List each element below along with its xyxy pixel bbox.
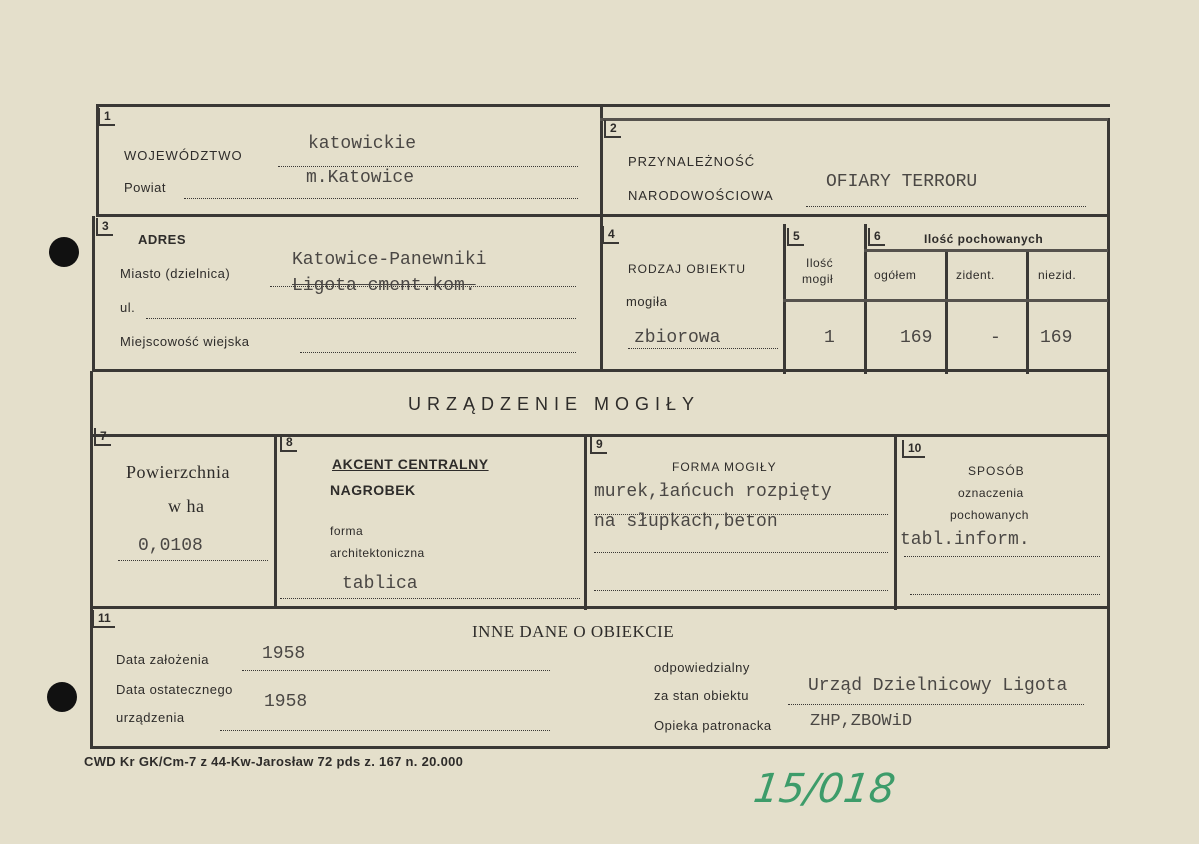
urzadzenia-label: urządzenia: [116, 710, 185, 725]
ilosc-label: Ilość: [806, 256, 834, 270]
data-ostatecznego-label: Data ostatecznego: [116, 682, 233, 697]
patronage-value: ZHP,ZBOWiD: [810, 712, 913, 731]
print-footer: CWD Kr GK/Cm-7 z 44-Kw-Jarosław 72 pds z. 167 n. 20.000: [84, 754, 464, 769]
area-value: 0,0108: [138, 536, 203, 556]
founding-date-value: 1958: [262, 644, 306, 664]
buried-identified-value: -: [990, 328, 1001, 348]
section-number-6: 6: [868, 228, 885, 246]
miejscowosc-wiejska-label: Miejscowość wiejska: [120, 334, 250, 349]
handwritten-number: 15/018: [750, 766, 898, 812]
przynaleznosc-label: PRZYNALEŻNOŚĆ: [628, 154, 756, 169]
zident-label: zident.: [956, 268, 995, 282]
miasto-value-2: Ligota cment.kom.: [292, 276, 476, 296]
pochowanych-label: pochowanych: [950, 508, 1029, 522]
urzadzenie-mogily-title: URZĄDZENIE MOGIŁY: [408, 394, 701, 414]
miasto-label: Miasto (dzielnica): [120, 266, 231, 281]
powierzchnia-label: Powierzchnia: [126, 462, 230, 482]
oznaczenia-label: oznaczenia: [958, 486, 1024, 500]
narodowosciowa-label: NARODOWOŚCIOWA: [628, 188, 774, 203]
sposob-label: SPOSÓB: [968, 464, 1025, 478]
section-number-8: 8: [280, 434, 297, 452]
powiat-label: Powiat: [124, 180, 167, 195]
marking-method-value: tabl.inform.: [900, 530, 1030, 550]
miasto-value: Katowice-Panewniki: [292, 250, 487, 270]
data-zalozenia-label: Data założenia: [116, 652, 209, 667]
forma-mogily-label: FORMA MOGIŁY: [672, 460, 777, 474]
object-type-value: zbiorowa: [634, 328, 721, 348]
opieka-patronacka-label: Opieka patronacka: [654, 718, 772, 733]
section-number-9: 9: [590, 436, 607, 454]
mogila-label: mogiła: [626, 294, 668, 309]
buried-unidentified-value: 169: [1040, 328, 1073, 348]
responsible-value: Urząd Dzielnicowy Ligota: [808, 676, 1068, 696]
section-number-5: 5: [787, 228, 804, 246]
nagrobek-label: NAGROBEK: [330, 482, 416, 498]
section-number-11: 11: [92, 610, 115, 628]
architektoniczna-label: architektoniczna: [330, 546, 425, 560]
section-number-1: 1: [98, 108, 115, 126]
section-number-4: 4: [602, 226, 619, 244]
ul-label: ul.: [120, 300, 136, 315]
mogil-label: mogił: [802, 272, 834, 286]
section-number-7: 7: [94, 428, 111, 446]
nationality-value: OFIARY TERRORU: [826, 172, 978, 192]
adres-label: ADRES: [138, 232, 187, 247]
graves-count-value: 1: [824, 328, 835, 348]
ilosc-pochowanych-label: Ilość pochowanych: [924, 232, 1044, 246]
akcent-centralny-label: AKCENT CENTRALNY: [332, 456, 489, 472]
wojewodztwo-label: WOJEWÓDZTWO: [124, 148, 243, 163]
forma-label: forma: [330, 524, 364, 538]
wojewodztwo-value: katowickie: [308, 134, 417, 154]
monument-value: tablica: [342, 574, 418, 594]
powiat-value: m.Katowice: [306, 168, 415, 188]
section-number-2: 2: [604, 120, 621, 138]
grave-form-value-1: murek,łańcuch rozpięty: [594, 482, 832, 502]
punch-hole-bottom: [47, 682, 77, 712]
buried-total-value: 169: [900, 328, 933, 348]
odpowiedzialny-label: odpowiedzialny: [654, 660, 750, 675]
final-date-value: 1958: [264, 692, 308, 712]
section-number-10: 10: [902, 440, 925, 458]
za-stan-obiektu-label: za stan obiektu: [654, 688, 749, 703]
grave-form-value-2: na słupkach,beton: [594, 512, 778, 532]
w-ha-label: w ha: [168, 496, 205, 516]
rodzaj-obiektu-label: RODZAJ OBIEKTU: [628, 262, 747, 276]
section-number-3: 3: [96, 218, 113, 236]
niezid-label: niezid.: [1038, 268, 1077, 282]
ogolem-label: ogółem: [874, 268, 917, 282]
grave-form: [88, 104, 1110, 749]
punch-hole-top: [49, 237, 79, 267]
inne-dane-title: INNE DANE O OBIEKCIE: [472, 622, 675, 641]
